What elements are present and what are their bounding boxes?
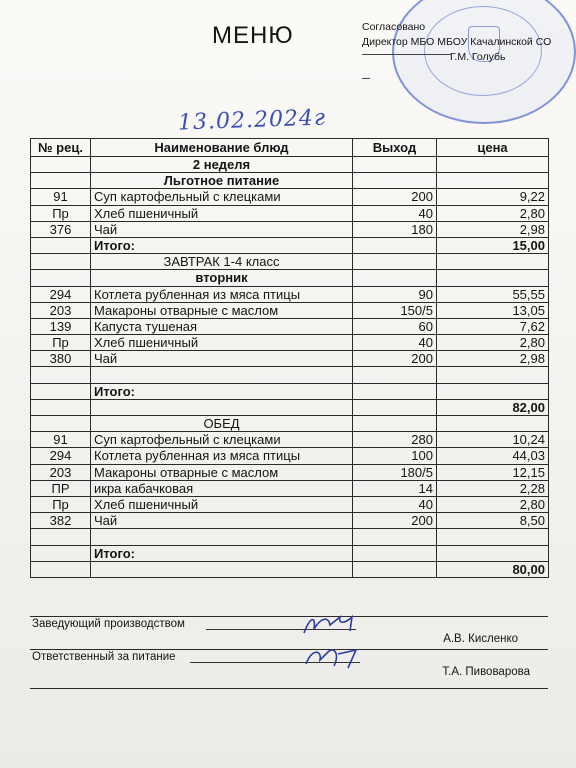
- table-row: [31, 448, 549, 464]
- price-cell: 7,62: [437, 318, 549, 334]
- output-cell: 40: [353, 496, 437, 512]
- dish-name-cell: Макароны отварные с маслом: [91, 302, 353, 318]
- table-row: [31, 205, 549, 221]
- recipe-code-cell: 294: [31, 286, 91, 302]
- table-row: [31, 189, 549, 205]
- table-row: [31, 254, 549, 270]
- price-cell: [437, 367, 549, 383]
- recipe-code-cell: 382: [31, 513, 91, 529]
- price-cell: 2,80: [437, 496, 549, 512]
- table-row: [31, 432, 549, 448]
- col-header-output: Выход: [353, 139, 437, 157]
- dish-name-cell: Хлеб пшеничный: [91, 496, 353, 512]
- output-cell: [353, 529, 437, 545]
- approval-sign-line: [362, 54, 452, 55]
- table-header-row: [31, 139, 549, 157]
- approval-block: [362, 20, 551, 65]
- output-cell: 200: [353, 351, 437, 367]
- output-cell: [353, 416, 437, 432]
- dish-name-cell: Макароны отварные с маслом: [91, 464, 353, 480]
- price-cell: 2,98: [437, 351, 549, 367]
- recipe-code-cell: [31, 173, 91, 189]
- recipe-code-cell: Пр: [31, 496, 91, 512]
- nutrition-name: Т.А. Пивоварова: [442, 666, 530, 678]
- table-row: [31, 351, 549, 367]
- output-cell: [353, 561, 437, 577]
- output-cell: [353, 157, 437, 173]
- output-cell: 200: [353, 513, 437, 529]
- price-cell: 9,22: [437, 189, 549, 205]
- output-cell: 200: [353, 189, 437, 205]
- recipe-code-cell: [31, 545, 91, 561]
- recipe-code-cell: [31, 383, 91, 399]
- output-cell: [353, 254, 437, 270]
- table-row: [31, 496, 549, 512]
- dish-name-cell: 2 неделя: [91, 157, 353, 173]
- production-name: А.В. Кисленко: [443, 633, 518, 645]
- approval-name: Г.М. Голубь: [450, 51, 506, 63]
- output-cell: 40: [353, 335, 437, 351]
- dish-name-cell: [91, 367, 353, 383]
- price-cell: 2,80: [437, 205, 549, 221]
- output-cell: 100: [353, 448, 437, 464]
- table-row: [31, 286, 549, 302]
- page-title: МЕНЮ: [212, 22, 294, 49]
- table-row: [31, 383, 549, 399]
- output-cell: [353, 173, 437, 189]
- price-cell: 2,98: [437, 221, 549, 237]
- nutrition-role: Ответственный за питание: [32, 651, 176, 663]
- recipe-code-cell: 380: [31, 351, 91, 367]
- production-signature-row: [30, 616, 548, 649]
- nutrition-signature-row: [30, 649, 548, 682]
- price-cell: 12,15: [437, 464, 549, 480]
- table-row: [31, 561, 549, 577]
- dish-name-cell: вторник: [91, 270, 353, 286]
- dish-name-cell: [91, 529, 353, 545]
- recipe-code-cell: [31, 367, 91, 383]
- output-cell: 90: [353, 286, 437, 302]
- recipe-code-cell: [31, 399, 91, 415]
- dish-name-cell: [91, 561, 353, 577]
- recipe-code-cell: ПР: [31, 480, 91, 496]
- dish-name-cell: Итого:: [91, 237, 353, 253]
- recipe-code-cell: 139: [31, 318, 91, 334]
- price-cell: 80,00: [437, 561, 549, 577]
- nutrition-handwritten-signature: [300, 644, 370, 670]
- recipe-code-cell: [31, 529, 91, 545]
- dish-name-cell: Суп картофельный с клецками: [91, 189, 353, 205]
- signature-block: [30, 616, 548, 682]
- price-cell: 10,24: [437, 432, 549, 448]
- price-cell: [437, 254, 549, 270]
- table-row: [31, 335, 549, 351]
- table-row: [31, 399, 549, 415]
- recipe-code-cell: [31, 561, 91, 577]
- output-cell: 40: [353, 205, 437, 221]
- approval-position: Директор МБО МБОУ Качалинской СО: [362, 36, 552, 48]
- output-cell: 180/5: [353, 464, 437, 480]
- output-cell: [353, 545, 437, 561]
- table-row: [31, 367, 549, 383]
- recipe-code-cell: 294: [31, 448, 91, 464]
- price-cell: [437, 157, 549, 173]
- table-row: [31, 529, 549, 545]
- price-cell: 15,00: [437, 237, 549, 253]
- recipe-code-cell: 91: [31, 189, 91, 205]
- price-cell: [437, 545, 549, 561]
- price-cell: [437, 529, 549, 545]
- dish-name-cell: Чай: [91, 351, 353, 367]
- table-row: [31, 464, 549, 480]
- output-cell: 280: [353, 432, 437, 448]
- dish-name-cell: Суп картофельный с клецками: [91, 432, 353, 448]
- price-cell: 82,00: [437, 399, 549, 415]
- price-cell: 44,03: [437, 448, 549, 464]
- output-cell: [353, 367, 437, 383]
- price-cell: [437, 383, 549, 399]
- dish-name-cell: Итого:: [91, 383, 353, 399]
- table-row: [31, 173, 549, 189]
- recipe-code-cell: 203: [31, 302, 91, 318]
- output-cell: 180: [353, 221, 437, 237]
- recipe-code-cell: [31, 416, 91, 432]
- col-header-price: цена: [437, 139, 549, 157]
- dish-name-cell: Котлета рубленная из мяса птицы: [91, 448, 353, 464]
- dish-name-cell: ЗАВТРАК 1-4 класс: [91, 254, 353, 270]
- recipe-code-cell: [31, 254, 91, 270]
- menu-date: 13.02.2024г: [177, 105, 327, 136]
- price-cell: [437, 416, 549, 432]
- table-row: [31, 318, 549, 334]
- output-cell: [353, 270, 437, 286]
- price-cell: 8,50: [437, 513, 549, 529]
- table-row: [31, 270, 549, 286]
- dish-name-cell: Чай: [91, 513, 353, 529]
- recipe-code-cell: 376: [31, 221, 91, 237]
- production-role: Заведующий производством: [32, 618, 185, 630]
- table-row: [31, 221, 549, 237]
- table-row: [31, 416, 549, 432]
- dish-name-cell: Льготное питание: [91, 173, 353, 189]
- production-handwritten-signature: [300, 611, 370, 637]
- recipe-code-cell: [31, 270, 91, 286]
- dish-name-cell: Капуста тушеная: [91, 318, 353, 334]
- table-row: [31, 237, 549, 253]
- output-cell: 14: [353, 480, 437, 496]
- dish-name-cell: Хлеб пшеничный: [91, 335, 353, 351]
- recipe-code-cell: [31, 237, 91, 253]
- table-row: [31, 157, 549, 173]
- output-cell: [353, 383, 437, 399]
- dish-name-cell: Хлеб пшеничный: [91, 205, 353, 221]
- output-cell: 60: [353, 318, 437, 334]
- approval-dash: [362, 78, 370, 79]
- dish-name-cell: ОБЕД: [91, 416, 353, 432]
- approval-label: Согласовано: [362, 21, 426, 33]
- bottom-rule: [30, 688, 548, 689]
- price-cell: 2,28: [437, 480, 549, 496]
- price-cell: 2,80: [437, 335, 549, 351]
- table-row: [31, 545, 549, 561]
- menu-table: [30, 138, 549, 578]
- table-row: [31, 480, 549, 496]
- recipe-code-cell: 91: [31, 432, 91, 448]
- table-row: [31, 302, 549, 318]
- price-cell: 55,55: [437, 286, 549, 302]
- dish-name-cell: Итого:: [91, 545, 353, 561]
- price-cell: [437, 173, 549, 189]
- recipe-code-cell: Пр: [31, 335, 91, 351]
- recipe-code-cell: [31, 157, 91, 173]
- output-cell: 150/5: [353, 302, 437, 318]
- col-header-name: Наименование блюд: [91, 139, 353, 157]
- price-cell: 13,05: [437, 302, 549, 318]
- menu-table-body: [31, 157, 549, 578]
- price-cell: [437, 270, 549, 286]
- output-cell: [353, 237, 437, 253]
- dish-name-cell: [91, 399, 353, 415]
- dish-name-cell: Котлета рубленная из мяса птицы: [91, 286, 353, 302]
- output-cell: [353, 399, 437, 415]
- col-header-code: № рец.: [31, 139, 91, 157]
- dish-name-cell: икра кабачковая: [91, 480, 353, 496]
- dish-name-cell: Чай: [91, 221, 353, 237]
- table-row: [31, 513, 549, 529]
- recipe-code-cell: Пр: [31, 205, 91, 221]
- recipe-code-cell: 203: [31, 464, 91, 480]
